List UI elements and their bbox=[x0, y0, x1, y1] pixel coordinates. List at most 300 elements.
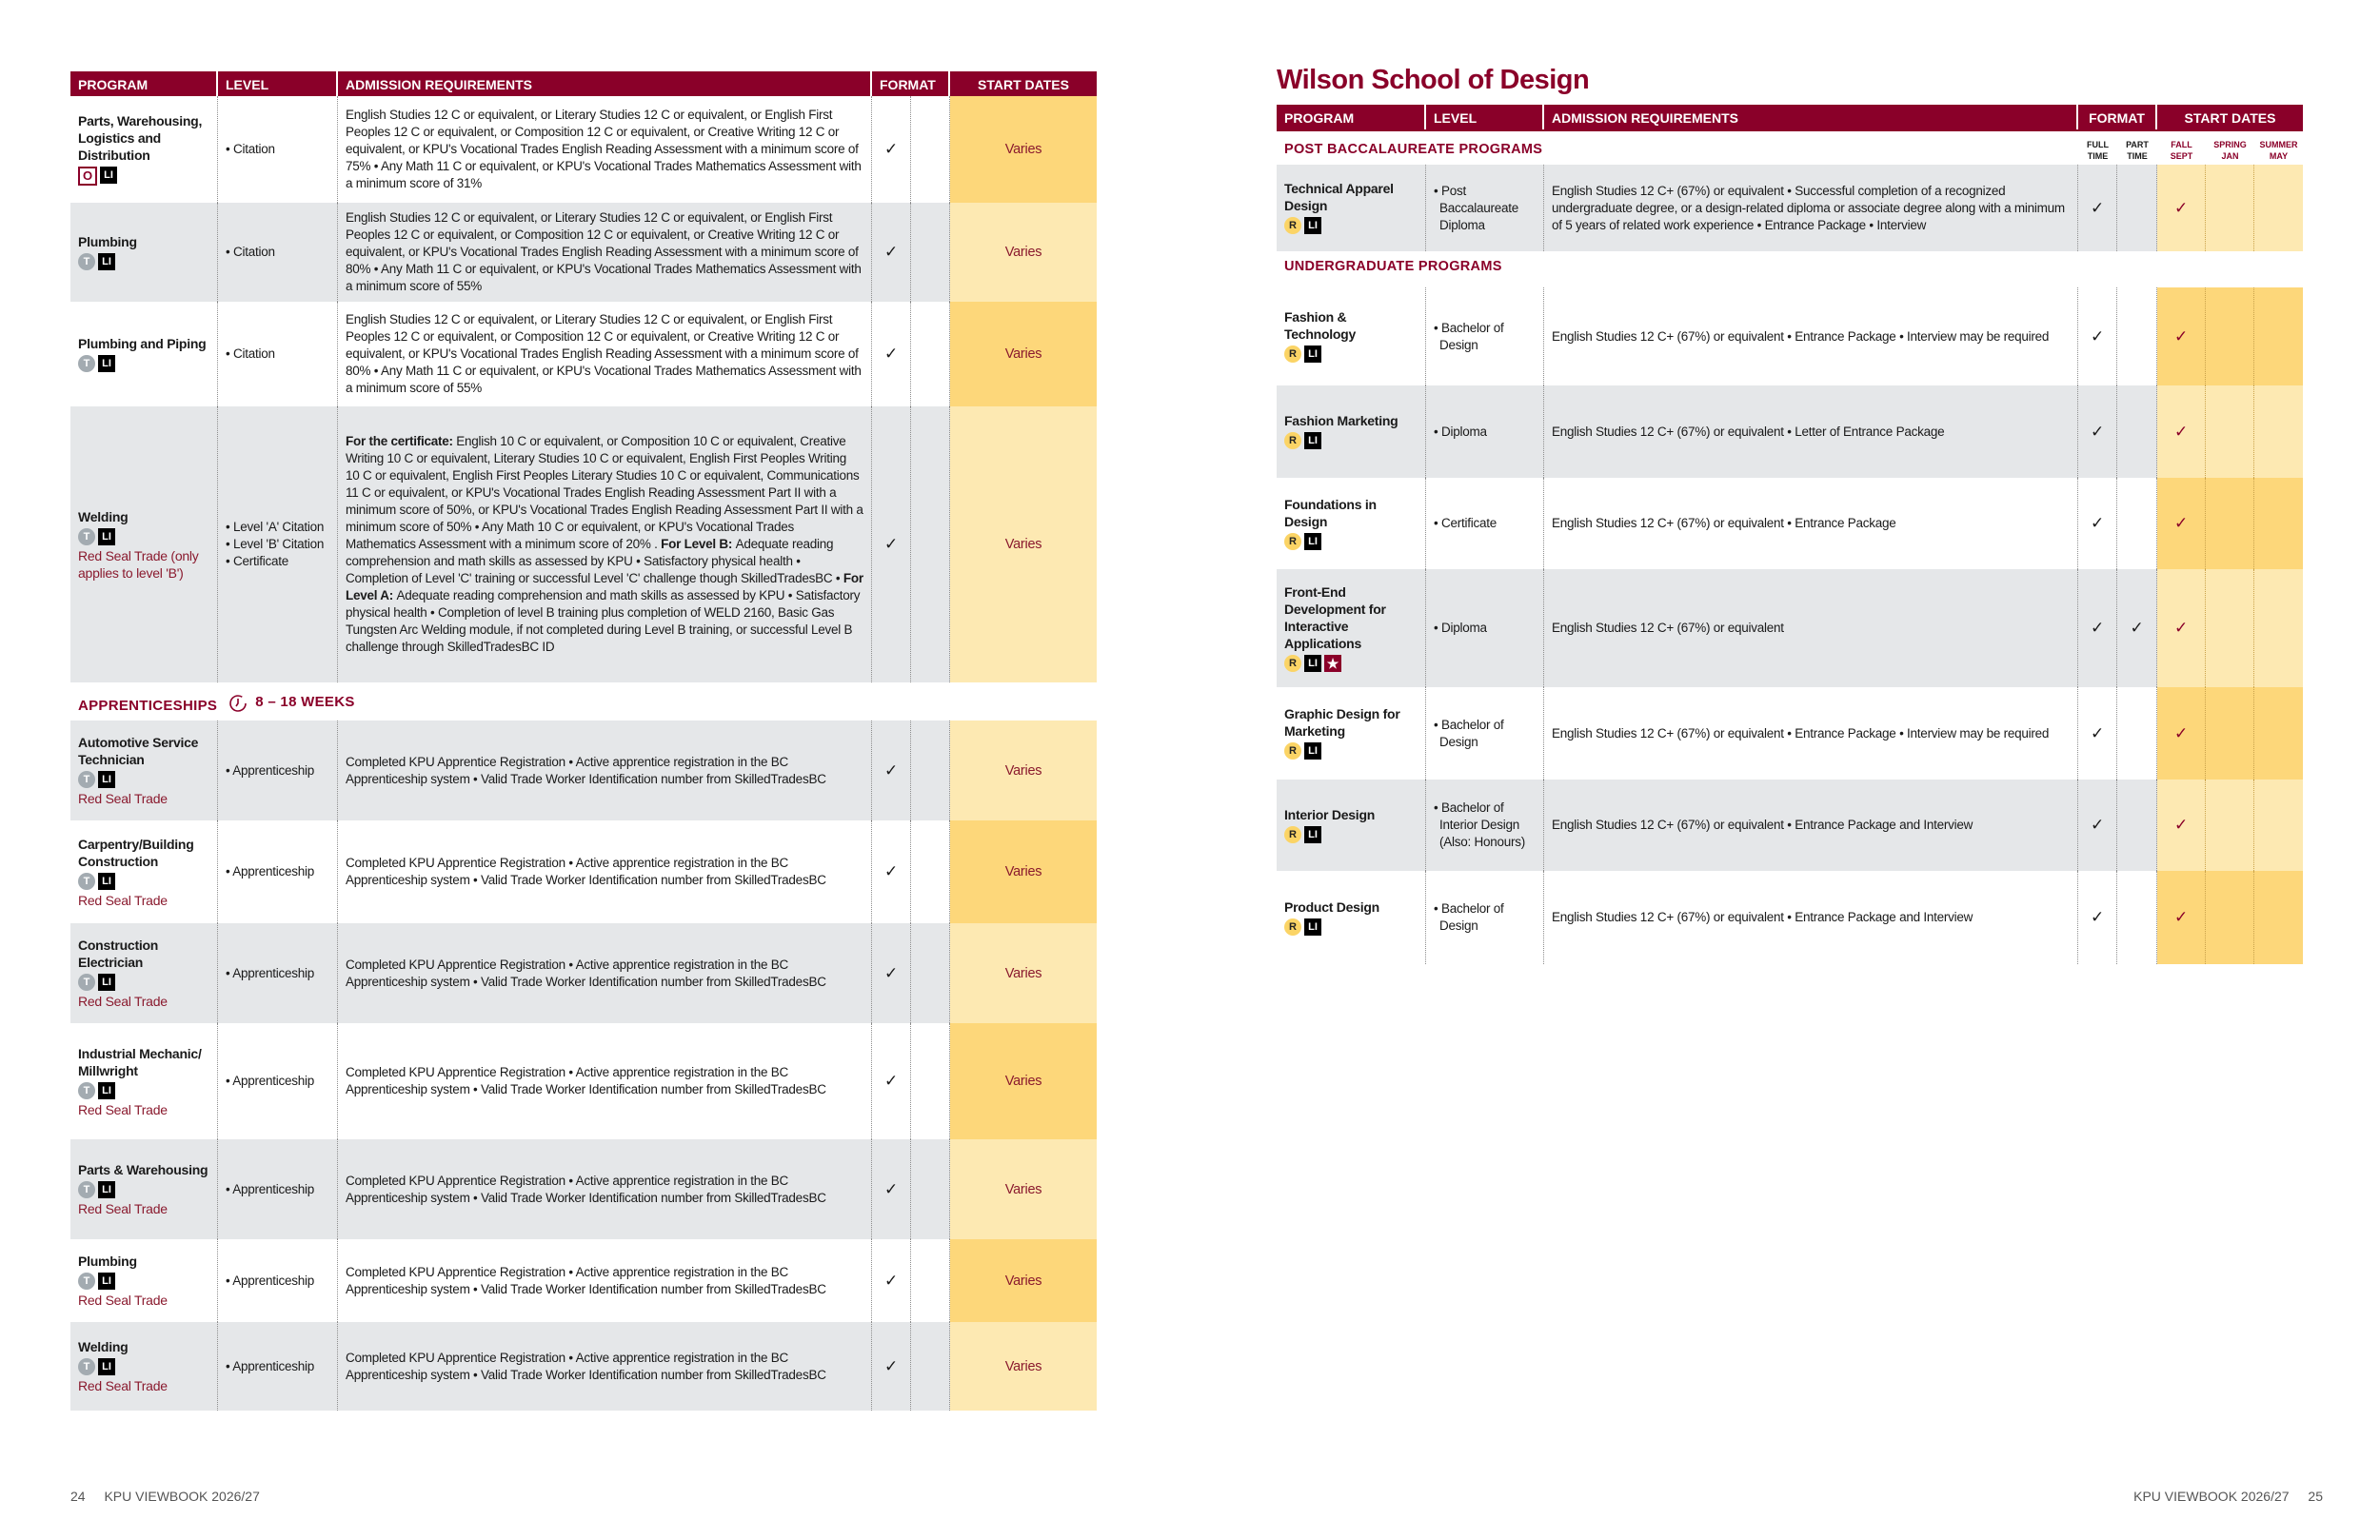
requirements-segment: Completed KPU Apprentice Registration • Active apprentice registration in the BC Apprenticeship system • Valid Trade Worker Identification number from SkilledTradesBC bbox=[346, 1264, 826, 1296]
fall-sept-check: ✓ bbox=[2157, 287, 2206, 385]
admission-requirements bbox=[338, 406, 872, 682]
table-row bbox=[1277, 287, 2303, 385]
badge-group bbox=[78, 1082, 209, 1099]
t-badge-icon: T bbox=[78, 873, 95, 890]
level-item: • Apprenticeship bbox=[226, 1273, 315, 1288]
t-badge-icon: T bbox=[78, 1181, 95, 1198]
part-time-check bbox=[911, 302, 950, 406]
level-item: • Bachelor of Interior Design (Also: Honours) bbox=[1434, 800, 1526, 849]
full-time-check: ✓ bbox=[872, 203, 911, 302]
requirements-segment: Adequate reading comprehension and math skills as assessed by KPU • Satisfactory physical health • Completion of Level 'C' training or successful Level 'C' challenge though SkilledTradesBC • bbox=[346, 537, 843, 585]
page-number: 25 bbox=[2308, 1489, 2323, 1504]
program-name: Carpentry/Building Construction bbox=[78, 836, 194, 869]
fall-sept-check: ✓ bbox=[2157, 871, 2206, 964]
requirements-text bbox=[346, 1264, 863, 1298]
part-time-check: ✓ bbox=[2117, 569, 2157, 687]
requirements-segment: For Level B: bbox=[661, 537, 736, 551]
t-badge-icon: T bbox=[78, 974, 95, 991]
full-time-check: ✓ bbox=[872, 1023, 911, 1139]
program-cell bbox=[70, 820, 218, 923]
level-cell bbox=[218, 923, 338, 1023]
subheader-line: TIME bbox=[2127, 151, 2148, 161]
subheader-line: JAN bbox=[2221, 151, 2239, 161]
header-format: FORMAT bbox=[872, 71, 950, 96]
summer-may-cell bbox=[2254, 687, 2303, 780]
requirements-text bbox=[346, 957, 863, 991]
level-cell bbox=[218, 820, 338, 923]
badge-group bbox=[78, 1273, 209, 1290]
program-cell bbox=[1277, 385, 1426, 478]
t-badge-icon: T bbox=[78, 1082, 95, 1099]
program-name: Plumbing and Piping bbox=[78, 335, 207, 351]
li-badge-icon: LI bbox=[1304, 346, 1321, 363]
table-row bbox=[70, 1239, 1097, 1322]
program-cell bbox=[1277, 780, 1426, 871]
full-time-check: ✓ bbox=[872, 302, 911, 406]
admission-requirements: English Studies 12 C+ (67%) or equivalent • Entrance Package • Interview may be required bbox=[1544, 687, 2078, 780]
program-cell bbox=[1277, 687, 1426, 780]
table-row bbox=[70, 203, 1097, 302]
table-row bbox=[70, 302, 1097, 406]
fall-sept-check: ✓ bbox=[2157, 478, 2206, 569]
program-name: Parts & Warehousing bbox=[78, 1162, 208, 1177]
level-cell bbox=[218, 203, 338, 302]
trades-table bbox=[70, 71, 1097, 1411]
part-time-check bbox=[2117, 385, 2157, 478]
li-badge-icon: LI bbox=[1304, 918, 1321, 936]
r-badge-icon: R bbox=[1284, 918, 1301, 936]
level-item: • Citation bbox=[226, 142, 275, 156]
badge-group bbox=[78, 355, 209, 372]
li-badge-icon: LI bbox=[1304, 432, 1321, 449]
spring-jan-cell bbox=[2206, 385, 2254, 478]
li-badge-icon: LI bbox=[98, 528, 115, 545]
part-time-check bbox=[911, 923, 950, 1023]
table-row bbox=[1277, 687, 2303, 780]
part-time-check bbox=[911, 1023, 950, 1139]
full-time-check: ✓ bbox=[2078, 287, 2117, 385]
start-dates-cell: Varies bbox=[950, 923, 1097, 1023]
r-badge-icon: R bbox=[1284, 742, 1301, 760]
header-format: FORMAT bbox=[2078, 105, 2157, 129]
admission-requirements bbox=[338, 1239, 872, 1322]
requirements-segment: English 10 C or equivalent, or Composition 10 C or equivalent, Creative Writing 10 C or equivalent, Literary Studies 10 C or equivalent, English First Peoples Writing 10 C or equivalent, English First Peoples Literary Studies 10 C or equivalent, Communications 11 C or equivalent, or KPU's Vocational Trades English Reading Assessment Part II with a minimum score of 50%, or KPU's Vocational Trades English Reading Assessment Part II with a minimum score of 50% • Any Math 10 C or equivalent, or KPU's Vocational Trades Mathematics Assessment with a minimum score of 20% . bbox=[346, 434, 863, 551]
badge-group bbox=[78, 1181, 209, 1198]
requirements-segment: Adequate reading comprehension and math skills as assessed by KPU • Satisfactory physical health • Completion of level B training plus completion of WELD 2160, Basic Gas Tungsten Arc Welding module, if not completed during Level B training, or successful Level B challenge through SkilledTradesBC ID bbox=[346, 588, 861, 654]
requirements-segment: For the certificate: bbox=[346, 434, 457, 448]
subheader-line: SEPT bbox=[2170, 151, 2193, 161]
table-row bbox=[70, 923, 1097, 1023]
header-level: LEVEL bbox=[218, 71, 338, 96]
program-cell bbox=[70, 302, 218, 406]
fall-sept-check: ✓ bbox=[2157, 165, 2206, 251]
program-cell bbox=[1277, 287, 1426, 385]
apprenticeships-heading bbox=[78, 690, 355, 721]
admission-requirements: English Studies 12 C+ (67%) or equivalent • Entrance Package and Interview bbox=[1544, 871, 2078, 964]
admission-requirements: English Studies 12 C+ (67%) or equivalent • Entrance Package • Interview may be required bbox=[1544, 287, 2078, 385]
level-cell bbox=[218, 1322, 338, 1411]
part-time-check bbox=[911, 1322, 950, 1411]
admission-requirements bbox=[338, 1139, 872, 1239]
start-dates-cell: Varies bbox=[950, 1139, 1097, 1239]
full-time-check: ✓ bbox=[872, 406, 911, 682]
start-dates-cell: Varies bbox=[950, 1239, 1097, 1322]
footer-right bbox=[2133, 1489, 2323, 1504]
program-name: Graphic Design for Marketing bbox=[1284, 706, 1400, 739]
level-item: • Diploma bbox=[1434, 621, 1487, 635]
t-badge-icon: T bbox=[78, 1273, 95, 1290]
level-cell bbox=[218, 96, 338, 203]
requirements-segment: Completed KPU Apprentice Registration • Active apprentice registration in the BC Apprenticeship system • Valid Trade Worker Identification number from SkilledTradesBC bbox=[346, 1350, 826, 1382]
level-cell bbox=[1426, 871, 1544, 964]
r-badge-icon: R bbox=[1284, 533, 1301, 550]
t-badge-icon: T bbox=[78, 253, 95, 270]
part-time-check bbox=[911, 203, 950, 302]
r-badge-icon: R bbox=[1284, 432, 1301, 449]
requirements-segment: Completed KPU Apprentice Registration • Active apprentice registration in the BC Apprenticeship system • Valid Trade Worker Identification number from SkilledTradesBC bbox=[346, 856, 826, 887]
program-name: Construction Electrician bbox=[78, 938, 159, 970]
li-badge-icon: LI bbox=[98, 355, 115, 372]
spring-jan-cell bbox=[2206, 165, 2254, 251]
program-name: Front-End Development for Interactive Applications bbox=[1284, 583, 1386, 651]
summer-may-cell bbox=[2254, 478, 2303, 569]
start-dates-cell: Varies bbox=[950, 820, 1097, 923]
badge-group bbox=[78, 253, 209, 270]
level-item: • Apprenticeship bbox=[226, 1074, 315, 1088]
requirements-segment: Completed KPU Apprentice Registration • Active apprentice registration in the BC Apprenticeship system • Valid Trade Worker Identification number from SkilledTradesBC bbox=[346, 957, 826, 989]
table-row bbox=[70, 96, 1097, 203]
design-table bbox=[1277, 105, 2303, 964]
admission-requirements: English Studies 12 C+ (67%) or equivalent • Entrance Package and Interview bbox=[1544, 780, 2078, 871]
spring-jan-cell bbox=[2206, 871, 2254, 964]
admission-requirements bbox=[338, 1322, 872, 1411]
full-time-check: ✓ bbox=[2078, 687, 2117, 780]
li-badge-icon: LI bbox=[98, 1358, 115, 1375]
admission-requirements: English Studies 12 C+ (67%) or equivalent • Entrance Package bbox=[1544, 478, 2078, 569]
level-cell bbox=[218, 721, 338, 820]
r-badge-icon: R bbox=[1284, 346, 1301, 363]
start-dates-cell: Varies bbox=[950, 302, 1097, 406]
admission-requirements bbox=[338, 302, 872, 406]
requirements-segment: Completed KPU Apprentice Registration • Active apprentice registration in the BC Apprenticeship system • Valid Trade Worker Identification number from SkilledTradesBC bbox=[346, 1173, 826, 1205]
table-row bbox=[70, 721, 1097, 820]
red-seal-note: Red Seal Trade bbox=[78, 1101, 168, 1117]
red-seal-note: Red Seal Trade bbox=[78, 994, 168, 1009]
table-row bbox=[1277, 478, 2303, 569]
level-cell bbox=[1426, 165, 1544, 251]
header-start-dates: START DATES bbox=[978, 77, 1069, 92]
fall-sept-check: ✓ bbox=[2157, 687, 2206, 780]
program-name: Welding bbox=[78, 508, 129, 524]
program-cell bbox=[1277, 165, 1426, 251]
program-name: Fashion Marketing bbox=[1284, 413, 1398, 428]
program-cell bbox=[70, 1023, 218, 1139]
level-cell bbox=[1426, 569, 1544, 687]
table-row bbox=[1277, 871, 2303, 964]
program-name: Plumbing bbox=[78, 233, 137, 249]
li-badge-icon: LI bbox=[1304, 826, 1321, 843]
r-badge-icon: R bbox=[1284, 826, 1301, 843]
school-title: Wilson School of Design bbox=[1277, 65, 1590, 95]
requirements-segment: Completed KPU Apprentice Registration • Active apprentice registration in the BC Apprenticeship system • Valid Trade Worker Identification number from SkilledTradesBC bbox=[346, 1065, 826, 1096]
r-badge-icon: R bbox=[1284, 655, 1301, 672]
badge-group bbox=[78, 1358, 209, 1375]
full-time-check: ✓ bbox=[872, 96, 911, 203]
badge-group bbox=[78, 528, 209, 545]
part-time-check bbox=[911, 96, 950, 203]
start-dates-cell: Varies bbox=[950, 1023, 1097, 1139]
spring-jan-cell bbox=[2206, 478, 2254, 569]
admission-requirements bbox=[338, 923, 872, 1023]
subheader-line: TIME bbox=[2087, 151, 2109, 161]
header-start-dates: START DATES bbox=[2184, 110, 2276, 126]
li-badge-icon: LI bbox=[98, 873, 115, 890]
table-row bbox=[70, 1139, 1097, 1239]
badge-group bbox=[1284, 826, 1418, 843]
table-row bbox=[70, 1023, 1097, 1139]
level-cell bbox=[1426, 287, 1544, 385]
li-badge-icon: LI bbox=[1304, 533, 1321, 550]
requirements-text bbox=[346, 209, 863, 295]
admission-requirements: English Studies 12 C+ (67%) or equivalent • Successful completion of a recognized undergraduate degree, or a design-related diploma or associate degree along with a minimum of 5 years of related work experience • Entrance Package • Interview bbox=[1544, 165, 2078, 251]
subheader-summer bbox=[2254, 139, 2303, 162]
requirements-text bbox=[346, 433, 863, 656]
full-time-check: ✓ bbox=[2078, 385, 2117, 478]
badge-group bbox=[78, 873, 209, 890]
program-cell bbox=[70, 923, 218, 1023]
requirements-text bbox=[346, 107, 863, 192]
red-seal-note: Red Seal Trade bbox=[78, 1201, 168, 1216]
program-cell bbox=[1277, 478, 1426, 569]
li-badge-icon: LI bbox=[98, 1273, 115, 1290]
admission-requirements bbox=[338, 96, 872, 203]
level-item: • Bachelor of Design bbox=[1434, 901, 1504, 933]
level-cell bbox=[218, 302, 338, 406]
program-name: Industrial Mechanic/ Millwright bbox=[78, 1045, 202, 1078]
full-time-check: ✓ bbox=[2078, 871, 2117, 964]
part-time-check bbox=[911, 721, 950, 820]
part-time-check bbox=[2117, 871, 2157, 964]
subheader-line: FALL bbox=[2171, 140, 2192, 149]
part-time-check bbox=[911, 1139, 950, 1239]
header-level: LEVEL bbox=[1426, 105, 1544, 129]
subheader-line: SPRING bbox=[2213, 140, 2247, 149]
table-row bbox=[1277, 569, 2303, 687]
full-time-check: ✓ bbox=[2078, 165, 2117, 251]
admission-requirements bbox=[338, 820, 872, 923]
table-row bbox=[1277, 165, 2303, 251]
r-badge-icon: R bbox=[1284, 217, 1301, 234]
badge-group bbox=[1284, 742, 1418, 760]
subheader-part bbox=[2117, 139, 2157, 162]
footer-title: KPU VIEWBOOK 2026/27 bbox=[104, 1489, 260, 1504]
summer-may-cell bbox=[2254, 287, 2303, 385]
badge-group bbox=[1284, 346, 1418, 363]
li-badge-icon: LI bbox=[98, 1181, 115, 1198]
subheader-fall bbox=[2157, 139, 2206, 162]
requirements-text bbox=[346, 311, 863, 397]
fall-sept-check: ✓ bbox=[2157, 780, 2206, 871]
spring-jan-cell bbox=[2206, 780, 2254, 871]
table-row bbox=[70, 820, 1097, 923]
requirements-segment: Completed KPU Apprentice Registration • Active apprentice registration in the BC Apprenticeship system • Valid Trade Worker Identification number from SkilledTradesBC bbox=[346, 754, 826, 786]
full-time-check: ✓ bbox=[872, 1239, 911, 1322]
level-item: • Apprenticeship bbox=[226, 864, 315, 879]
summer-may-cell bbox=[2254, 871, 2303, 964]
li-badge-icon: LI bbox=[98, 1082, 115, 1099]
program-cell bbox=[70, 1139, 218, 1239]
clock-icon bbox=[228, 694, 248, 717]
red-seal-note: Red Seal Trade bbox=[78, 892, 168, 908]
start-dates-cell: Varies bbox=[950, 721, 1097, 820]
level-cell bbox=[218, 406, 338, 682]
full-time-check: ✓ bbox=[2078, 780, 2117, 871]
level-cell bbox=[1426, 687, 1544, 780]
requirements-text bbox=[346, 1064, 863, 1098]
table-row bbox=[70, 1322, 1097, 1411]
badge-group bbox=[78, 771, 209, 788]
table-row bbox=[1277, 780, 2303, 871]
level-item: • Certificate bbox=[226, 554, 288, 568]
page-number: 24 bbox=[70, 1489, 86, 1504]
level-item: • Post Baccalaureate Diploma bbox=[1434, 183, 1519, 232]
level-cell bbox=[218, 1139, 338, 1239]
spring-jan-cell bbox=[2206, 569, 2254, 687]
requirements-text bbox=[346, 1173, 863, 1207]
start-dates-cell: Varies bbox=[950, 406, 1097, 682]
program-cell bbox=[70, 406, 218, 682]
badge-group bbox=[1284, 655, 1418, 672]
header-program: PROGRAM bbox=[70, 71, 218, 96]
subheader-line: FULL bbox=[2087, 140, 2109, 149]
summer-may-cell bbox=[2254, 385, 2303, 478]
footer-left bbox=[70, 1489, 260, 1504]
spring-jan-cell bbox=[2206, 687, 2254, 780]
badge-group bbox=[1284, 217, 1418, 234]
program-cell bbox=[1277, 569, 1426, 687]
footer-title: KPU VIEWBOOK 2026/27 bbox=[2133, 1489, 2290, 1504]
program-name: Interior Design bbox=[1284, 806, 1376, 822]
level-cell bbox=[1426, 780, 1544, 871]
level-item: • Citation bbox=[226, 245, 275, 259]
admission-requirements: English Studies 12 C+ (67%) or equivalent bbox=[1544, 569, 2078, 687]
level-cell bbox=[218, 1239, 338, 1322]
t-badge-icon: T bbox=[78, 1358, 95, 1375]
admission-requirements: English Studies 12 C+ (67%) or equivalent • Letter of Entrance Package bbox=[1544, 385, 2078, 478]
part-time-check bbox=[911, 1239, 950, 1322]
requirements-text bbox=[346, 754, 863, 788]
part-time-check bbox=[2117, 687, 2157, 780]
section-heading: POST BACCALAUREATE PROGRAMS bbox=[1284, 142, 1543, 157]
full-time-check: ✓ bbox=[2078, 478, 2117, 569]
full-time-check: ✓ bbox=[872, 820, 911, 923]
full-time-check: ✓ bbox=[872, 721, 911, 820]
program-name: Fashion & Technology bbox=[1284, 309, 1357, 342]
li-badge-icon: LI bbox=[98, 253, 115, 270]
level-item: • Level 'A' Citation bbox=[226, 520, 325, 534]
program-name: Automotive Service Technician bbox=[78, 735, 199, 767]
table-header bbox=[1277, 105, 2303, 131]
spring-jan-cell bbox=[2206, 287, 2254, 385]
subheader-spring bbox=[2206, 139, 2254, 162]
summer-may-cell bbox=[2254, 165, 2303, 251]
program-name: Plumbing bbox=[78, 1254, 137, 1269]
program-cell bbox=[70, 1322, 218, 1411]
li-badge-icon: LI bbox=[98, 771, 115, 788]
table-row bbox=[70, 406, 1097, 682]
part-time-check bbox=[911, 820, 950, 923]
li-badge-icon: LI bbox=[100, 167, 117, 184]
t-badge-icon: T bbox=[78, 355, 95, 372]
badge-group bbox=[78, 167, 209, 186]
program-name: Welding bbox=[78, 1339, 129, 1354]
section-title: APPRENTICESHIPS bbox=[78, 697, 218, 714]
part-time-check bbox=[2117, 780, 2157, 871]
li-badge-icon: LI bbox=[98, 974, 115, 991]
requirements-segment: English Studies 12 C or equivalent, or Literary Studies 12 C or equivalent, or English First Peoples 12 C or equivalent, or Composition 12 C or equivalent, or Creative Writing 12 C or equivalent, or KPU's Vocational Trades English Reading Assessment with a minimum score of 80% • Any Math 11 C or equivalent, or KPU's Vocational Trades Mathematics Assessment with a minimum score of 55% bbox=[346, 312, 862, 395]
t-badge-icon: T bbox=[78, 771, 95, 788]
level-item: • Bachelor of Design bbox=[1434, 320, 1504, 352]
subheader-full bbox=[2078, 139, 2117, 162]
t-badge-icon: T bbox=[78, 528, 95, 545]
level-item: • Certificate bbox=[1434, 516, 1497, 530]
full-time-check: ✓ bbox=[2078, 569, 2117, 687]
program-cell bbox=[70, 203, 218, 302]
subheader-line: MAY bbox=[2269, 151, 2289, 161]
start-dates-cell: Varies bbox=[950, 203, 1097, 302]
summer-may-cell bbox=[2254, 780, 2303, 871]
badge-group bbox=[1284, 533, 1418, 550]
summer-may-cell bbox=[2254, 569, 2303, 687]
red-seal-note: Red Seal Trade bbox=[78, 791, 168, 806]
red-seal-note: Red Seal Trade bbox=[78, 1293, 168, 1308]
part-time-check bbox=[2117, 165, 2157, 251]
level-cell bbox=[1426, 385, 1544, 478]
program-cell bbox=[70, 721, 218, 820]
section-heading: UNDERGRADUATE PROGRAMS bbox=[1284, 259, 1502, 274]
header-admission: ADMISSION REQUIREMENTS bbox=[338, 71, 872, 96]
program-name: Technical Apparel Design bbox=[1284, 181, 1394, 213]
o-badge-icon: O bbox=[78, 167, 97, 186]
requirements-segment: For Level A: bbox=[346, 571, 863, 602]
admission-requirements bbox=[338, 721, 872, 820]
requirements-segment: English Studies 12 C or equivalent, or Literary Studies 12 C or equivalent, or English First Peoples 12 C or equivalent, or Composition 12 C or equivalent, or Creative Writing 12 C or equivalent, or KPU's Vocational Trades English Reading Assessment with a minimum score of 75% • Any Math 11 C or equivalent, or KPU's Vocational Trades Mathematics Assessment with a minimum score of 31% bbox=[346, 108, 862, 190]
admission-requirements bbox=[338, 1023, 872, 1139]
subheader-line: SUMMER bbox=[2259, 140, 2298, 149]
level-cell bbox=[218, 1023, 338, 1139]
level-item: • Apprenticeship bbox=[226, 762, 315, 778]
badge-group bbox=[1284, 918, 1418, 936]
fall-sept-check: ✓ bbox=[2157, 569, 2206, 687]
badge-group bbox=[1284, 432, 1418, 449]
level-item: • Diploma bbox=[1434, 424, 1487, 439]
li-badge-icon: LI bbox=[1304, 655, 1321, 672]
li-badge-icon: LI bbox=[1304, 742, 1321, 760]
part-time-check bbox=[2117, 287, 2157, 385]
program-name: Foundations in Design bbox=[1284, 496, 1377, 529]
program-name: Product Design bbox=[1284, 898, 1379, 915]
red-seal-note: Red Seal Trade bbox=[78, 1378, 168, 1393]
program-cell bbox=[1277, 871, 1426, 964]
level-item: • Apprenticeship bbox=[226, 1181, 315, 1196]
program-cell bbox=[70, 1239, 218, 1322]
start-dates-cell: Varies bbox=[950, 96, 1097, 203]
li-badge-icon: LI bbox=[1304, 217, 1321, 234]
badge-group bbox=[78, 974, 209, 991]
header-admission: ADMISSION REQUIREMENTS bbox=[1544, 105, 2078, 129]
level-cell bbox=[1426, 478, 1544, 569]
red-seal-note: Red Seal Trade (only applies to level 'B') bbox=[78, 547, 199, 581]
